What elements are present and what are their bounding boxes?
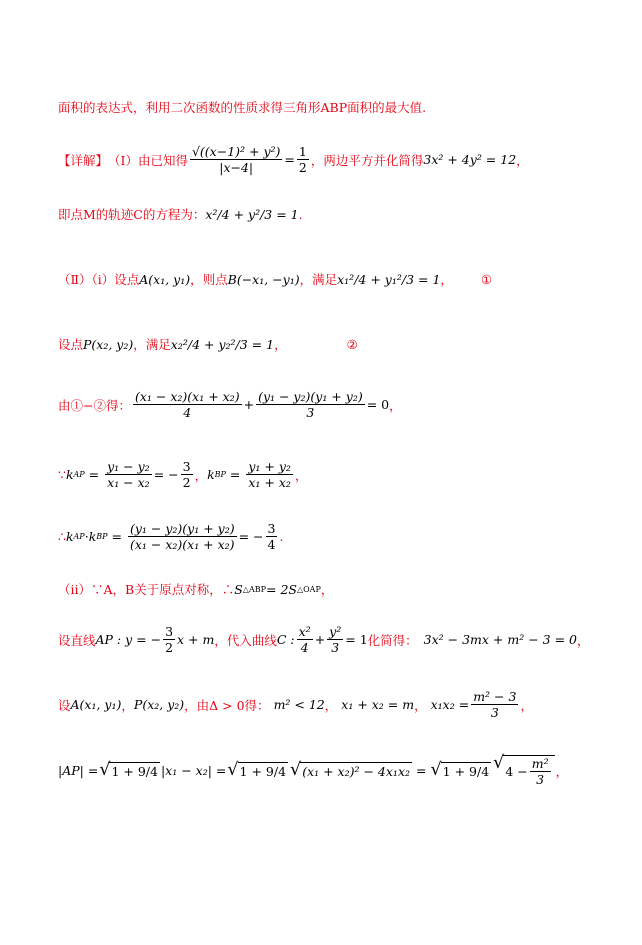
circled-two-marker: ② bbox=[346, 336, 358, 352]
text-line-12: |AP| = √ 1 + 9/4 |x₁ − x₂| = √ 1 + 9/4 √ (x₁ + x₂)² − 4x₁x₂ = √ 1 + 9/4 √ 4 − $\frac{\text{m²}}{3}$ ， bbox=[58, 753, 569, 788]
part-two-label: （Ⅱ）（ⅰ）设点 bbox=[58, 272, 140, 287]
slope-product-fraction: $\frac{\text{(y₁ − y₂)(y₁ + y₂)}}{\text{(x₁ − x₂)(x₁ + x₂)}}$ bbox=[129, 521, 235, 553]
vieta-product: x₁x₂ = bbox=[430, 697, 470, 713]
text-line-8: ∴ k AP · k BP = $\frac{\text{(y₁ − y₂)(y₁ + y₂)}}{\text{(x₁ − x₂)(x₁ + x₂)}}$ = − $\frac{3}{4}$ . bbox=[58, 521, 284, 553]
simplified-equation: 3x² + 4y² = 12 bbox=[423, 152, 517, 168]
text-line-6: 由①−②得： $\frac{\text{(x₁ − x₂)(x₁ + x₂)}}{4}$ + $\frac{\text{(y₁ − y₂)(y₁ + y₂)}}{3}$ = 0 ， bbox=[58, 389, 402, 421]
text-line-10: 设直线 AP : y = − $\frac{3}{2}$ x + m ，代入曲线 C : $\frac{\text{x²}}{4}$ + $\frac{\text{y²}}{3}$ = 1 化简得： 3x² − 3mx + m² − 3 = 0 ， bbox=[58, 624, 590, 656]
therefore-symbol: ∴ bbox=[58, 529, 66, 545]
circled-one-marker: ① bbox=[480, 271, 493, 287]
sqrt-2: √ 1 + 9/4 bbox=[227, 759, 287, 780]
because-symbol: ∵ bbox=[58, 467, 66, 483]
part-one-label: （Ⅰ）由已知得 bbox=[108, 152, 188, 168]
text-line-3: 即点M的轨迹C的方程为： x²/4 + y²/3 = 1 . bbox=[58, 206, 303, 222]
quadratic-result: 3x² − 3mx + m² − 3 = 0 bbox=[423, 632, 577, 648]
slope-bp-fraction: $\frac{\text{y₁ + y₂}}{\text{x₁ + x₂}}$ bbox=[248, 459, 291, 491]
sqrt-5: √ 4 − $\frac{\text{m²}}{3}$ bbox=[493, 755, 554, 786]
half-fraction: $\frac{1}{2}$ bbox=[298, 144, 307, 176]
point-b: B(−x₁, −y₁) bbox=[227, 271, 300, 287]
sqrt-1: √ 1 + 9/4 bbox=[99, 759, 158, 780]
slope-value-fraction: $\frac{3}{2}$ bbox=[182, 459, 191, 491]
product-value-fraction: $\frac{3}{4}$ bbox=[267, 521, 276, 553]
text-line-11: 设 A(x₁, y₁) ， P(x₂, y₂) ，由Δ > 0得： m² < 12 ， x₁ + x₂ = m ， x₁x₂ = $\frac{\text{m² − 3}}{3}$ ， bbox=[58, 689, 533, 721]
point-p: P(x₂, y₂) bbox=[83, 336, 134, 352]
trajectory-text: 即点M的轨迹C的方程为： bbox=[58, 207, 206, 222]
text-line-9: （ⅱ）∵A，B关于原点对称，∴ S △ABP = 2S △OAP ， bbox=[58, 581, 334, 597]
distance-ratio-fraction: $\frac{\text{√((x−1)² + y²)}}{|x-4|}$ bbox=[191, 144, 281, 176]
detail-label: 【详解】 bbox=[58, 152, 109, 168]
difference-fraction-y: $\frac{\text{(y₁ − y₂)(y₁ + y₂)}}{3}$ bbox=[258, 389, 363, 421]
discriminant-condition: m² < 12 bbox=[273, 697, 325, 713]
paragraph-1: 面积的表达式，利用二次函数的性质求得三角形ABP面积的最大值. bbox=[58, 100, 427, 115]
chord-length-lhs: |AP| = bbox=[58, 763, 99, 779]
text-line-5: 设点 P(x₂, y₂) ，满足 x₂²/4 + y₂²/3 = 1 ， ② bbox=[58, 336, 358, 352]
text-line-4: （Ⅱ）（ⅰ）设点 A(x₁, y₁) ，则点 B(−x₁, −y₁) ，满足 x₁²/4 + y₁²/3 = 1 ， ① bbox=[58, 271, 493, 287]
slope-ap-fraction: $\frac{\text{y₁ − y₂}}{\text{x₁ − x₂}}$ bbox=[107, 459, 150, 491]
equals-sign: = bbox=[284, 152, 295, 168]
difference-fraction-x: $\frac{\text{(x₁ − x₂)(x₁ + x₂)}}{4}$ bbox=[134, 389, 240, 421]
text-line-2: 【详解】 （Ⅰ）由已知得 $\frac{\text{√((x−1)² + y²)}}{|x-4|}$ = $\frac{1}{2}$ ，两边平方并化简得 3x² + 4y² = 12 ， bbox=[58, 144, 529, 176]
text-line-7: ∵ k AP = $\frac{\text{y₁ − y₂}}{\text{x₁ − x₂}}$ = − $\frac{3}{2}$ ， k BP = $\frac{\text{y₁ + y₂}}{\text{x₁ + x₂}}$ ， bbox=[58, 459, 308, 491]
simplify-text: ，两边平方并化简得 bbox=[310, 152, 424, 168]
line-ap-equation: AP : y = − bbox=[95, 632, 162, 648]
sqrt-3: √ (x₁ + x₂)² − 4x₁x₂ bbox=[290, 759, 411, 780]
equation-one: x₁²/4 + y₁²/3 = 1 bbox=[337, 271, 441, 287]
ellipse-equation: x²/4 + y²/3 = 1 bbox=[205, 206, 299, 222]
equation-two: x₂²/4 + y₂²/3 = 1 bbox=[170, 336, 275, 352]
point-a: A(x₁, y₁) bbox=[139, 271, 191, 287]
vieta-sum: x₁ + x₂ = m bbox=[341, 697, 415, 713]
text-line-1 bbox=[58, 98, 426, 116]
sqrt-4: √ 1 + 9/4 bbox=[430, 759, 490, 780]
